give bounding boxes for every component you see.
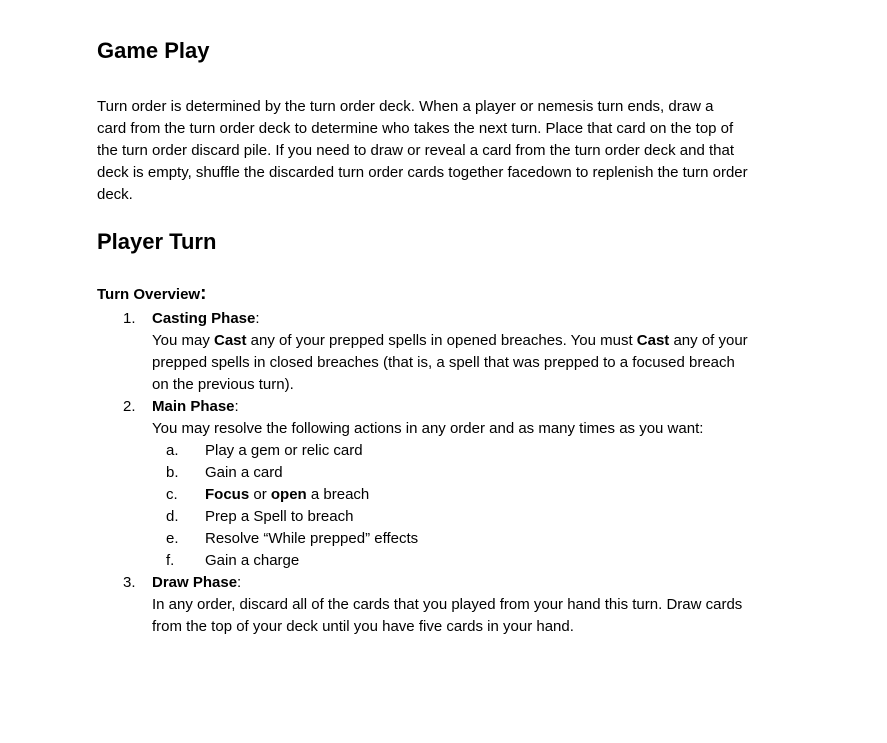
- text-segment: or: [249, 486, 271, 503]
- phase-body-line: [152, 418, 703, 440]
- paragraph-line: Turn order is determined by the turn order deck. When a player or nemesis turn ends, draw a: [97, 98, 714, 115]
- list-marker: 3.: [123, 574, 136, 591]
- phase-title-colon: :: [234, 398, 239, 415]
- list-item-body: [152, 308, 748, 396]
- phase-body-line: [152, 352, 748, 374]
- sub-list-marker: a.: [166, 442, 179, 459]
- text-segment: from the top of your deck until you have five cards in your hand.: [152, 618, 574, 635]
- phase-title-line: [152, 396, 703, 418]
- sub-list-item-d: [152, 506, 703, 528]
- paragraph-line: the turn order discard pile. If you need to draw or reveal a card from the turn order deck and that: [97, 142, 735, 159]
- phase-title-colon: :: [237, 574, 242, 591]
- list-item-body: [152, 572, 742, 638]
- phase-body-line: [152, 594, 742, 616]
- sub-list-text: [205, 484, 369, 506]
- section-heading-player-turn: Player Turn: [97, 229, 217, 254]
- turn-overview-text: Turn Overview: [97, 286, 201, 303]
- sub-list-marker: f.: [166, 552, 175, 569]
- text-segment: Resolve “While prepped” effects: [205, 530, 419, 547]
- sub-list-marker: c.: [166, 486, 178, 503]
- text-segment: You may resolve the following actions in any order and as many times as you want:: [152, 420, 704, 437]
- text-segment: any of your: [669, 332, 748, 349]
- page-title: Game Play: [97, 38, 210, 63]
- text-segment: Gain a charge: [205, 552, 300, 569]
- phase-title: Casting Phase: [152, 310, 256, 327]
- phase-body-line: [152, 374, 748, 396]
- list-item-body: [152, 396, 703, 572]
- text-segment: prepped spells in closed breaches (that is, a spell that was prepped to a focused breach: [152, 354, 735, 371]
- sub-list-marker: e.: [166, 530, 179, 547]
- intro-paragraph: [97, 96, 847, 206]
- paragraph-line: deck.: [97, 186, 133, 203]
- sub-list-text: [205, 506, 353, 528]
- paragraph-line: deck is empty, shuffle the discarded turn order cards together facedown to replenish the turn order: [97, 164, 748, 181]
- text-segment: Prep a Spell to breach: [205, 508, 354, 525]
- text-segment: any of your prepped spells in opened breaches. You must: [246, 332, 637, 349]
- turn-overview-colon: :: [200, 283, 207, 304]
- phase-title-line: [152, 572, 742, 594]
- list-marker: 1.: [123, 310, 136, 327]
- sub-list-marker: b.: [166, 464, 179, 481]
- text-segment: a breach: [306, 486, 370, 503]
- sub-list-item-f: [152, 550, 703, 572]
- list-item-draw-phase: [97, 572, 847, 638]
- phase-title: Main Phase: [152, 398, 235, 415]
- text-segment-bold: Focus: [205, 486, 250, 503]
- phase-title-line: [152, 308, 748, 330]
- sub-list-item-c: [152, 484, 703, 506]
- sub-list-text: [205, 462, 283, 484]
- turn-overview-label: [97, 283, 847, 306]
- list-item-main-phase: [97, 396, 847, 572]
- sub-list-marker: d.: [166, 508, 179, 525]
- text-segment: on the previous turn).: [152, 376, 294, 393]
- paragraph-line: card from the turn order deck to determine who takes the next turn. Place that card on the top of: [97, 120, 734, 137]
- text-segment: You may: [152, 332, 214, 349]
- sub-list-text: [205, 528, 418, 550]
- phase-body-line: [152, 616, 742, 638]
- text-segment: In any order, discard all of the cards that you played from your hand this turn. Draw cards: [152, 596, 743, 613]
- sub-list-text: [205, 550, 299, 572]
- sub-list-item-e: [152, 528, 703, 550]
- text-segment-bold: open: [270, 486, 307, 503]
- text-segment: Gain a card: [205, 464, 283, 481]
- phase-title: Draw Phase: [152, 574, 238, 591]
- text-segment: Play a gem or relic card: [205, 442, 363, 459]
- sub-list-item-a: [152, 440, 703, 462]
- list-item-casting-phase: [97, 308, 847, 396]
- phase-body-line: [152, 330, 748, 352]
- turn-phases-list: [97, 308, 847, 638]
- sub-list-item-b: [152, 462, 703, 484]
- phase-title-colon: :: [255, 310, 260, 327]
- text-segment-bold: Cast: [214, 332, 247, 349]
- sub-list-text: [205, 440, 363, 462]
- list-marker: 2.: [123, 398, 136, 415]
- text-segment-bold: Cast: [636, 332, 670, 349]
